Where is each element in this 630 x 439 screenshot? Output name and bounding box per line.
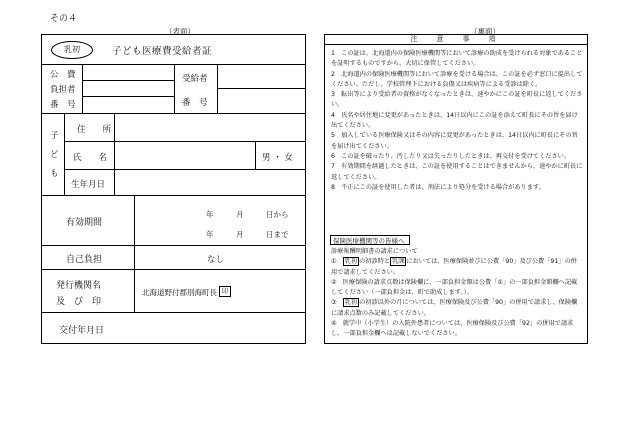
payer-number-label: 公 費 xyxy=(50,70,76,80)
name-label: 氏 名 xyxy=(73,153,108,163)
payer-number-label: 負担者 xyxy=(50,85,76,95)
back-side-label: （裏面） xyxy=(470,27,500,36)
divider xyxy=(217,88,305,89)
child-label: ど xyxy=(50,150,59,160)
address-label: 住 所 xyxy=(77,125,112,135)
divider xyxy=(82,80,174,81)
note-item: 2 北海道内の保険医療機関等において診療を受ける場合は、この証を必ず窓口に提出してください。ただし、学校管理下における負傷又は疾病等による受診は除く。 xyxy=(331,70,583,88)
back-card xyxy=(324,34,588,344)
recipient-number-label: 番 号 xyxy=(182,98,208,108)
notes-header: 注 意 事 項 xyxy=(325,35,587,45)
front-card xyxy=(41,34,306,344)
divider xyxy=(42,312,305,313)
copay-value: なし xyxy=(207,255,225,265)
divider xyxy=(42,113,305,114)
note-item: 4 氏名や居住地に変更があったときは、14日以内にこの証を添えて町長にその旨を届け出てください。 xyxy=(331,111,578,130)
divider xyxy=(42,245,305,246)
guide-text: の初診以外の月については、医療保険及び公費「90」の併用で請求し、保険欄に請求点数のみ記載してください。 xyxy=(331,299,578,317)
issuer-value: 北海道野付郡別海町長 xyxy=(142,288,217,297)
issue-date-label: 交付年月日 xyxy=(59,326,105,336)
infant-section-box: 乳課 xyxy=(392,258,405,266)
note-item: 6 この証を破ったり、汚したり又は失ったりしたときは、再交付を受けてください。 xyxy=(331,152,571,160)
divider xyxy=(42,269,305,270)
card-title: 子ども医療費受給者証 xyxy=(112,46,213,57)
note-item: 3 転出等により受給者の資格がなくなったときは、速やかにこの証を町長に返してください。 xyxy=(331,91,583,109)
divider xyxy=(82,96,174,97)
infant-initial-badge: 乳初 xyxy=(51,41,93,59)
validity-to: 年 月 日まで xyxy=(206,230,289,239)
guide-item: ② 医療保険の請求点数は保険欄に、一部負担金額は公費「①」の一部負担金額欄へ記載してください（一部負担金は、町で助成します。）。 xyxy=(331,278,578,297)
document-number: その４ xyxy=(50,14,78,24)
divider xyxy=(42,195,305,196)
guide-title: 保険医療機関等の皆様へ xyxy=(330,235,410,245)
recipient-number-label: 受給者 xyxy=(182,74,208,84)
divider xyxy=(64,141,305,142)
note-item: 8 不正にこの証を使用した者は、刑法により処分を受ける場合があります。 xyxy=(331,183,545,191)
guide-intro: 診療報酬明細書の請求について xyxy=(331,248,418,255)
guide-item: ④ 就学中（小学生）の入院外患者については、医療保険及び公費「92」の併用で請求し、一部負担金欄へは記載しないでください。 xyxy=(331,320,574,338)
payer-number-label: 番 号 xyxy=(50,100,76,110)
divider xyxy=(114,113,115,195)
infant-initial-box: 乳初 xyxy=(344,299,358,307)
note-item: 5 加入している医療保険又はその内容に変更があったときは、14日以内に町長にその旨を届け出てください。 xyxy=(331,132,578,150)
infant-initial-box: 乳初 xyxy=(344,258,358,266)
divider xyxy=(134,195,135,312)
validity-from: 年 月 日から xyxy=(206,210,289,219)
copay-label: 自己負担 xyxy=(66,255,103,265)
divider xyxy=(64,113,65,195)
guide-item-number: ① xyxy=(331,258,337,266)
note-item: 7 有効期間を経過したときは、この証を使用することはできませんから、速やかに町長に返してください。 xyxy=(331,163,583,181)
gender-field: 男 ・ 女 xyxy=(262,153,293,163)
note-item: 1 この証は、北海道内の保険医療機関等において診療の助成を受けられる対象であることを証明するものですから、大切に保管してください。 xyxy=(331,50,583,68)
front-side-label: （表面） xyxy=(165,27,195,36)
guide-text: においては、医療保険並びに公費「90」及び公費「91」の併用で請求してください。 xyxy=(331,258,577,276)
issuer-label: 及 び 印 xyxy=(56,297,102,307)
child-label: 子 xyxy=(50,131,59,141)
divider xyxy=(82,64,83,113)
notes-list xyxy=(331,49,583,193)
birth-date-label: 生年月日 xyxy=(71,180,106,190)
seal-mark: 印 xyxy=(219,286,231,297)
guide-item xyxy=(331,257,583,278)
guide-item-number: ③ xyxy=(331,299,337,307)
guide-text: の初診時と xyxy=(359,258,391,266)
child-label: も xyxy=(50,169,59,179)
divider xyxy=(255,141,256,169)
issuer-label: 発行機関名 xyxy=(56,281,102,291)
title-row xyxy=(42,35,305,65)
guide-item xyxy=(331,298,583,319)
guide-section xyxy=(331,247,583,340)
validity-label: 有効期間 xyxy=(66,218,103,228)
divider xyxy=(64,169,305,170)
divider xyxy=(174,64,175,113)
